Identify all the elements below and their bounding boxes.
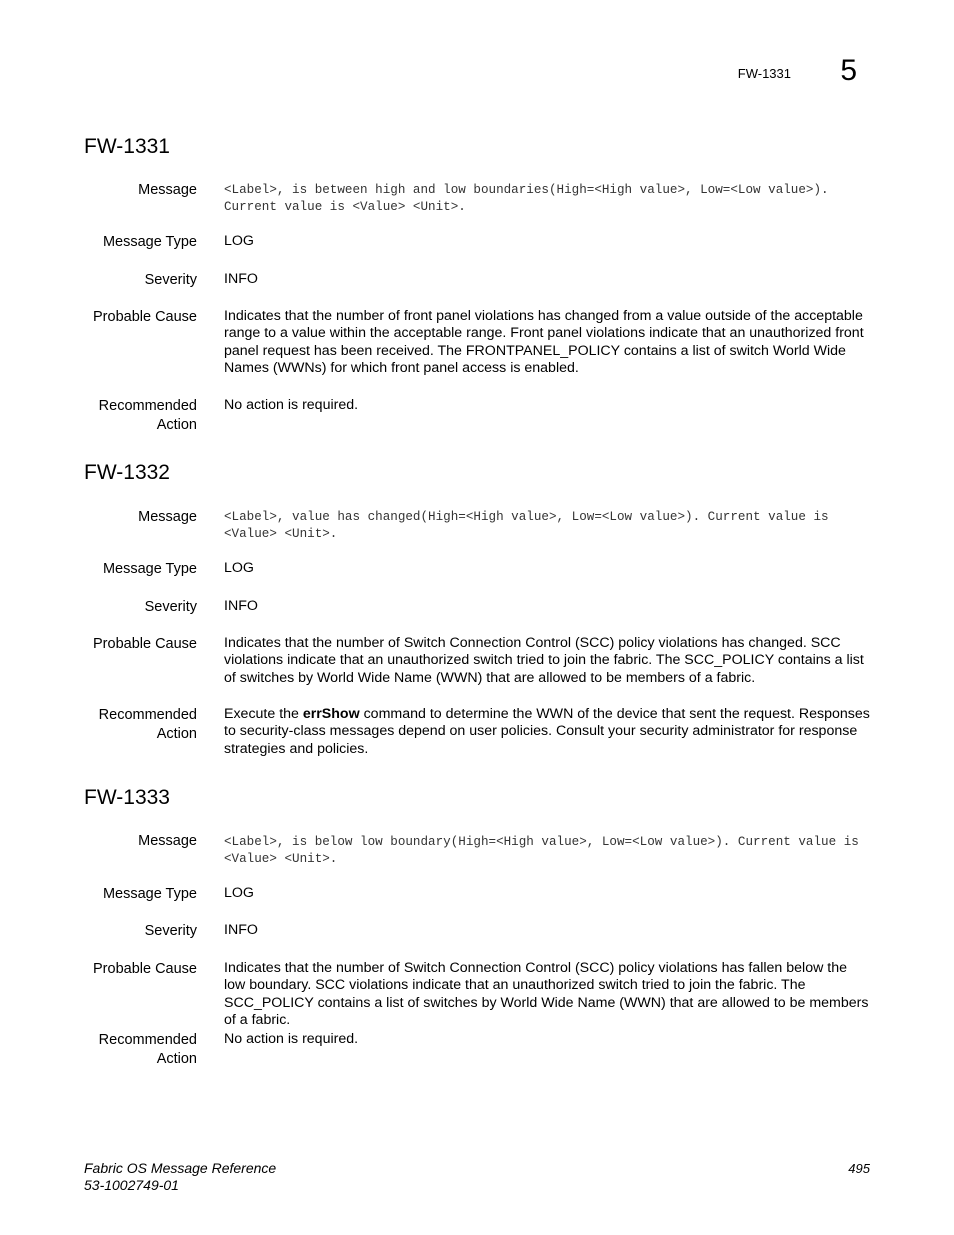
message-type-label: Message Type xyxy=(102,561,197,577)
chapter-number: 5 xyxy=(840,54,857,87)
recommended-action-text-pre: Execute the xyxy=(224,706,303,722)
severity-value: INFO xyxy=(224,598,258,614)
probable-cause-text: Indicates that the number of Switch Connection Control (SCC) policy violations has fallen below the low boundary. SCC violations indicate that an unauthorized switch tried to join the fabric. The SCC_POLICY contains a list of switches by World Wide Name (WWN) that are allowed to be members of a fabric. xyxy=(224,960,869,1028)
severity-value: INFO xyxy=(224,271,258,287)
severity-value: INFO xyxy=(224,922,258,938)
entry-title: FW-1333 xyxy=(84,786,170,809)
recommended-action-text xyxy=(224,706,870,758)
message-type-value: LOG xyxy=(224,560,254,576)
footer-doc-info xyxy=(84,1160,276,1193)
message-text: <Label>, value has changed(High=<High value>, Low=<Low value>). Current value is <Value> <Unit>. xyxy=(224,510,829,541)
recommended-action-label-line1: Recommended xyxy=(98,1032,197,1048)
message-text: <Label>, is between high and low boundaries(High=<High value>, Low=<Low value>). Current value is <Value> <Unit>. xyxy=(224,183,829,214)
probable-cause-text: Indicates that the number of front panel violations has changed from a value outside of the acceptable range to a value within the acceptable range. Front panel violations indicate that an unauthorized front panel request has been received. The FRONTPANEL_POLICY contains a list of switch World Wide Names (WWNs) for which front panel access is enabled. xyxy=(224,308,864,376)
footer-doc-number: 53-1002749-01 xyxy=(84,1176,179,1193)
recommended-action-text: No action is required. xyxy=(224,397,359,413)
recommended-action-label-line1: Recommended xyxy=(98,707,197,723)
severity-label: Severity xyxy=(144,599,197,615)
recommended-action-label-line2: Action xyxy=(156,726,197,742)
message-text: <Label>, is below low boundary(High=<High value>, Low=<Low value>). Current value is <Value> <Unit>. xyxy=(224,835,859,866)
severity-label: Severity xyxy=(144,272,197,288)
recommended-action-label xyxy=(67,706,197,744)
entry-title: FW-1332 xyxy=(84,461,170,484)
message-label: Message xyxy=(138,509,197,525)
message-label: Message xyxy=(138,182,197,198)
entry-title: FW-1331 xyxy=(84,135,170,158)
recommended-action-text: No action is required. xyxy=(224,1031,359,1047)
message-type-value: LOG xyxy=(224,233,254,249)
severity-label: Severity xyxy=(144,923,197,939)
probable-cause-label: Probable Cause xyxy=(93,636,197,652)
recommended-action-label xyxy=(67,397,197,435)
recommended-action-label xyxy=(67,1031,197,1069)
recommended-action-label-line1: Recommended xyxy=(98,398,197,414)
recommended-action-label-line2: Action xyxy=(156,1051,197,1067)
probable-cause-label: Probable Cause xyxy=(93,961,197,977)
probable-cause-text: Indicates that the number of Switch Connection Control (SCC) policy violations has changed. SCC violations indicate that an unauthorized switch tried to join the fabric. The SCC_POLICY contains a list of switches by World Wide Name (WWN) that are allowed to be members of a fabric. xyxy=(224,635,864,686)
recommended-action-label-line2: Action xyxy=(156,417,197,433)
message-type-value: LOG xyxy=(224,885,254,901)
message-type-label: Message Type xyxy=(102,234,197,250)
probable-cause-label: Probable Cause xyxy=(93,309,197,325)
page-number: 495 xyxy=(848,1161,870,1176)
command-name: errShow xyxy=(302,706,360,722)
recommended-action-text-post: command to determine the WWN of the device that sent the request. Responses to security-class messages depend on user policies. Consult your security administrator for response strategies and policies. xyxy=(224,706,870,757)
running-header-section: FW-1331 xyxy=(737,66,791,81)
message-type-label: Message Type xyxy=(102,886,197,902)
footer-title: Fabric OS Message Reference xyxy=(84,1160,277,1176)
message-label: Message xyxy=(138,833,197,849)
